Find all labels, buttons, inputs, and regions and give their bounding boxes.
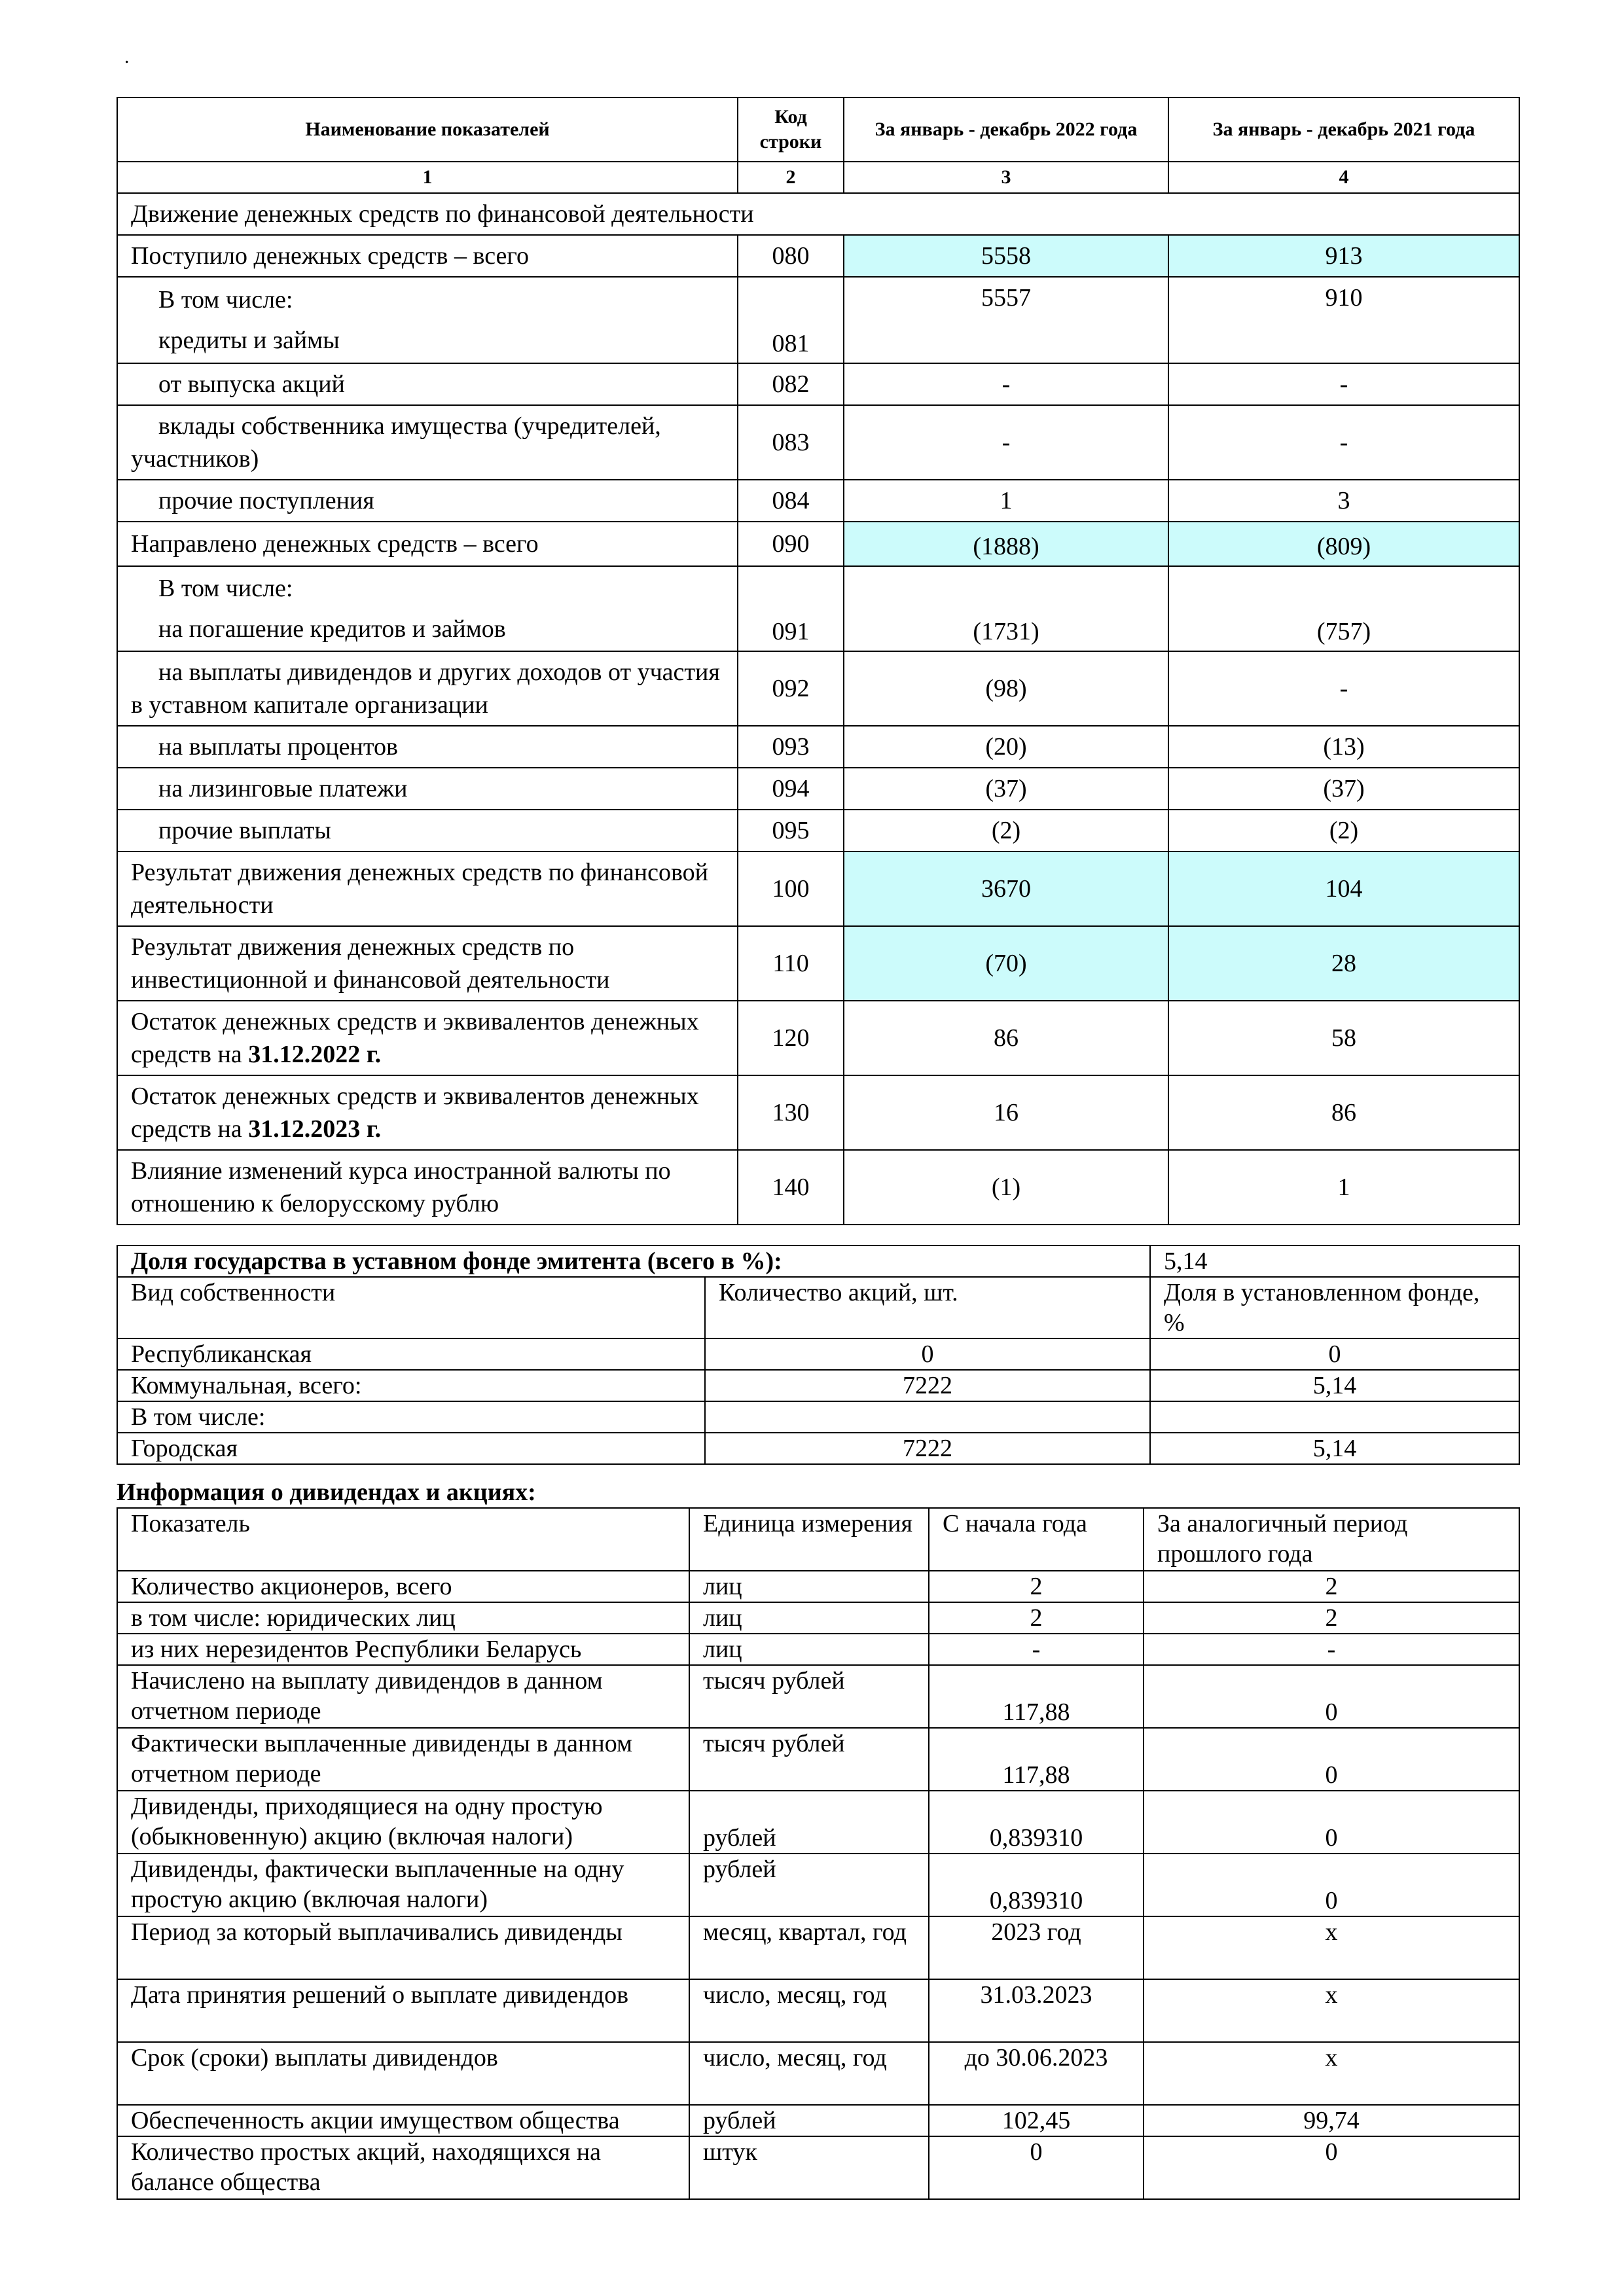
cashflow-table (117, 97, 1520, 1225)
value-ytd: до 30.06.2023 (929, 2042, 1144, 2105)
row-label: от выпуска акций (117, 363, 738, 405)
row-label: Направлено денежных средств – всего (117, 522, 738, 566)
value-previous: 913 (1168, 235, 1519, 277)
value-current: 16 (844, 1075, 1168, 1150)
table-row (117, 522, 1519, 566)
unit: лиц (689, 1602, 929, 1634)
value-previous: 1 (1168, 1150, 1519, 1225)
ownership-percent: 5,14 (1150, 1433, 1519, 1464)
column-number: 2 (738, 162, 844, 193)
ownership-header-row (117, 1277, 1519, 1338)
table-row (117, 810, 1519, 852)
row-label: на лизинговые платежи (117, 768, 738, 810)
ownership-type: Коммунальная, всего: (117, 1370, 705, 1401)
row-label: прочие выплаты (117, 810, 738, 852)
table-row (117, 1979, 1519, 2042)
row-label-text: Остаток денежных средств и эквивалентов денежных средств на (131, 1083, 699, 1143)
value-prior: 0 (1144, 2136, 1519, 2199)
row-code: 080 (738, 235, 844, 277)
ownership-title-row (117, 1246, 1519, 1277)
value-previous: (37) (1168, 768, 1519, 810)
value-current: 5557 (844, 277, 1168, 363)
table-row (117, 1150, 1519, 1225)
table-row (117, 1370, 1519, 1401)
section-title: Движение денежных средств по финансовой деятельности (117, 193, 1519, 235)
row-label: Поступило денежных средств – всего (117, 235, 738, 277)
header-shares: Количество акций, шт. (705, 1277, 1150, 1338)
header-name: Наименование показателей (117, 98, 738, 162)
column-number: 4 (1168, 162, 1519, 193)
value-ytd: 2023 год (929, 1916, 1144, 1979)
value-prior: 99,74 (1144, 2105, 1519, 2136)
value-prior: 0 (1144, 1791, 1519, 1854)
unit: месяц, квартал, год (689, 1916, 929, 1979)
value-current: (20) (844, 726, 1168, 768)
table-row (117, 1665, 1519, 1728)
ownership-total-share: 5,14 (1150, 1246, 1519, 1277)
value-current: (98) (844, 651, 1168, 726)
value-previous: 86 (1168, 1075, 1519, 1150)
row-label: прочие поступления (117, 480, 738, 522)
table-row (117, 1728, 1519, 1791)
value-current: 5558 (844, 235, 1168, 277)
table-row (117, 2136, 1519, 2199)
indicator: Количество простых акций, находящихся на балансе общества (117, 2136, 689, 2199)
row-label (117, 566, 738, 651)
row-code: 130 (738, 1075, 844, 1150)
value-current: (1731) (844, 566, 1168, 651)
unit: тысяч рублей (689, 1665, 929, 1728)
header-unit: Единица измерения (689, 1508, 929, 1571)
value-ytd: 0,839310 (929, 1854, 1144, 1916)
value-previous: - (1168, 651, 1519, 726)
value-previous: (809) (1168, 522, 1519, 566)
header-indicator: Показатель (117, 1508, 689, 1571)
row-label: Результат движения денежных средств по инвестиционной и финансовой деятельности (117, 926, 738, 1001)
indicator: Начислено на выплату дивидендов в данном отчетном периоде (117, 1665, 689, 1728)
header-previous-period: За январь - декабрь 2021 года (1168, 98, 1519, 162)
table-row (117, 2042, 1519, 2105)
value-previous: 58 (1168, 1001, 1519, 1075)
value-previous: - (1168, 363, 1519, 405)
row-label: на выплаты дивидендов и других доходов от участия в уставном капитале организации (117, 651, 738, 726)
indicator: Дивиденды, приходящиеся на одну простую (обыкновенную) акцию (включая налоги) (117, 1791, 689, 1854)
table-row (117, 768, 1519, 810)
row-code: 082 (738, 363, 844, 405)
value-ytd: 0,839310 (929, 1791, 1144, 1854)
table-row (117, 405, 1519, 480)
table-row (117, 1602, 1519, 1634)
table-row (117, 1854, 1519, 1916)
table-row (117, 926, 1519, 1001)
column-number: 3 (844, 162, 1168, 193)
ownership-percent: 0 (1150, 1338, 1519, 1370)
table-row (117, 1634, 1519, 1665)
header-ytd: С начала года (929, 1508, 1144, 1571)
table-row (117, 1916, 1519, 1979)
row-label-prefix: В том числе: (158, 286, 293, 314)
unit: рублей (689, 1791, 929, 1854)
value-previous: (2) (1168, 810, 1519, 852)
value-previous: - (1168, 405, 1519, 480)
ownership-type: Городская (117, 1433, 705, 1464)
value-prior: х (1144, 1916, 1519, 1979)
unit: число, месяц, год (689, 1979, 929, 2042)
value-prior: - (1144, 1634, 1519, 1665)
header-code: Код строки (738, 98, 844, 162)
value-prior: 2 (1144, 1571, 1519, 1602)
indicator: Срок (сроки) выплаты дивидендов (117, 2042, 689, 2105)
table-row (117, 277, 1519, 363)
value-current: (37) (844, 768, 1168, 810)
unit: лиц (689, 1634, 929, 1665)
unit: тысяч рублей (689, 1728, 929, 1791)
table-row (117, 726, 1519, 768)
table-row (117, 651, 1519, 726)
row-label: Влияние изменений курса иностранной валюты по отношению к белорусскому рублю (117, 1150, 738, 1225)
row-label-date: 31.12.2023 г. (248, 1115, 382, 1143)
header-current-period: За январь - декабрь 2022 года (844, 98, 1168, 162)
dividends-heading: Информация о дивидендах и акциях: (117, 1479, 536, 1506)
value-current: 1 (844, 480, 1168, 522)
row-code: 110 (738, 926, 844, 1001)
table-row (117, 363, 1519, 405)
row-label-date: 31.12.2022 г. (248, 1041, 382, 1068)
table-row (117, 852, 1519, 926)
row-label-prefix: В том числе: (158, 575, 293, 602)
row-label (117, 1075, 738, 1150)
table-row (117, 1433, 1519, 1464)
header-ownership-type: Вид собственности (117, 1277, 705, 1338)
table-row (117, 1401, 1519, 1433)
row-code: 092 (738, 651, 844, 726)
row-code: 093 (738, 726, 844, 768)
table-row (117, 1075, 1519, 1150)
value-ytd: - (929, 1634, 1144, 1665)
value-previous: 3 (1168, 480, 1519, 522)
row-code: 083 (738, 405, 844, 480)
table-row (117, 1791, 1519, 1854)
ownership-percent (1150, 1401, 1519, 1433)
value-prior: 0 (1144, 1665, 1519, 1728)
value-prior: х (1144, 1979, 1519, 2042)
value-prior: х (1144, 2042, 1519, 2105)
value-previous: 104 (1168, 852, 1519, 926)
table-row (117, 1571, 1519, 1602)
table-row (117, 1338, 1519, 1370)
indicator: Фактически выплаченные дивиденды в данном отчетном периоде (117, 1728, 689, 1791)
row-code: 090 (738, 522, 844, 566)
header-prior: За аналогичный период прошлого года (1144, 1508, 1519, 1571)
indicator: из них нерезидентов Республики Беларусь (117, 1634, 689, 1665)
table-row (117, 1001, 1519, 1075)
row-label: Результат движения денежных средств по финансовой деятельности (117, 852, 738, 926)
row-label-text: на погашение кредитов и займов (158, 615, 506, 643)
ownership-shares: 7222 (705, 1433, 1150, 1464)
row-label-text: Остаток денежных средств и эквивалентов денежных средств на (131, 1008, 699, 1068)
header-percent: Доля в установленном фонде, % (1150, 1277, 1519, 1338)
row-label-text: кредиты и займы (158, 327, 340, 354)
value-prior: 0 (1144, 1728, 1519, 1791)
row-code: 091 (738, 566, 844, 651)
indicator: Период за который выплачивались дивиденды (117, 1916, 689, 1979)
value-prior: 2 (1144, 1602, 1519, 1634)
unit: лиц (689, 1571, 929, 1602)
value-current: - (844, 405, 1168, 480)
value-current: (1888) (844, 522, 1168, 566)
unit: штук (689, 2136, 929, 2199)
value-prior: 0 (1144, 1854, 1519, 1916)
value-current: (70) (844, 926, 1168, 1001)
unit: рублей (689, 1854, 929, 1916)
row-label (117, 277, 738, 363)
value-ytd: 117,88 (929, 1665, 1144, 1728)
value-current: 86 (844, 1001, 1168, 1075)
ownership-percent: 5,14 (1150, 1370, 1519, 1401)
value-ytd: 117,88 (929, 1728, 1144, 1791)
row-code: 120 (738, 1001, 844, 1075)
ownership-table (117, 1245, 1520, 1465)
corner-mark: . (124, 46, 130, 67)
value-current: (2) (844, 810, 1168, 852)
ownership-shares (705, 1401, 1150, 1433)
row-code: 081 (738, 277, 844, 363)
value-previous: 910 (1168, 277, 1519, 363)
row-code: 095 (738, 810, 844, 852)
value-previous: (757) (1168, 566, 1519, 651)
ownership-shares: 0 (705, 1338, 1150, 1370)
value-previous: (13) (1168, 726, 1519, 768)
ownership-title: Доля государства в уставном фонде эмитента (всего в %): (117, 1246, 1150, 1277)
value-ytd: 31.03.2023 (929, 1979, 1144, 2042)
unit: рублей (689, 2105, 929, 2136)
value-ytd: 102,45 (929, 2105, 1144, 2136)
ownership-type: В том числе: (117, 1401, 705, 1433)
row-code: 140 (738, 1150, 844, 1225)
dividends-header-row (117, 1508, 1519, 1571)
value-ytd: 0 (929, 2136, 1144, 2199)
value-ytd: 2 (929, 1602, 1144, 1634)
table-row (117, 2105, 1519, 2136)
table-row (117, 235, 1519, 277)
table-row (117, 566, 1519, 651)
indicator: Обеспеченность акции имуществом общества (117, 2105, 689, 2136)
column-number: 1 (117, 162, 738, 193)
row-label: вклады собственника имущества (учредителей, участников) (117, 405, 738, 480)
indicator: в том числе: юридических лиц (117, 1602, 689, 1634)
value-current: - (844, 363, 1168, 405)
cashflow-header-row (117, 98, 1519, 162)
column-numbers-row (117, 162, 1519, 193)
ownership-shares: 7222 (705, 1370, 1150, 1401)
row-label: на выплаты процентов (117, 726, 738, 768)
indicator: Дата принятия решений о выплате дивидендов (117, 1979, 689, 2042)
row-code: 100 (738, 852, 844, 926)
indicator: Количество акционеров, всего (117, 1571, 689, 1602)
value-ytd: 2 (929, 1571, 1144, 1602)
row-code: 084 (738, 480, 844, 522)
row-label (117, 1001, 738, 1075)
value-current: (1) (844, 1150, 1168, 1225)
row-code: 094 (738, 768, 844, 810)
value-current: 3670 (844, 852, 1168, 926)
value-previous: 28 (1168, 926, 1519, 1001)
table-row (117, 480, 1519, 522)
indicator: Дивиденды, фактически выплаченные на одну простую акцию (включая налоги) (117, 1854, 689, 1916)
unit: число, месяц, год (689, 2042, 929, 2105)
section-title-row (117, 193, 1519, 235)
dividends-table (117, 1507, 1520, 2200)
ownership-type: Республиканская (117, 1338, 705, 1370)
